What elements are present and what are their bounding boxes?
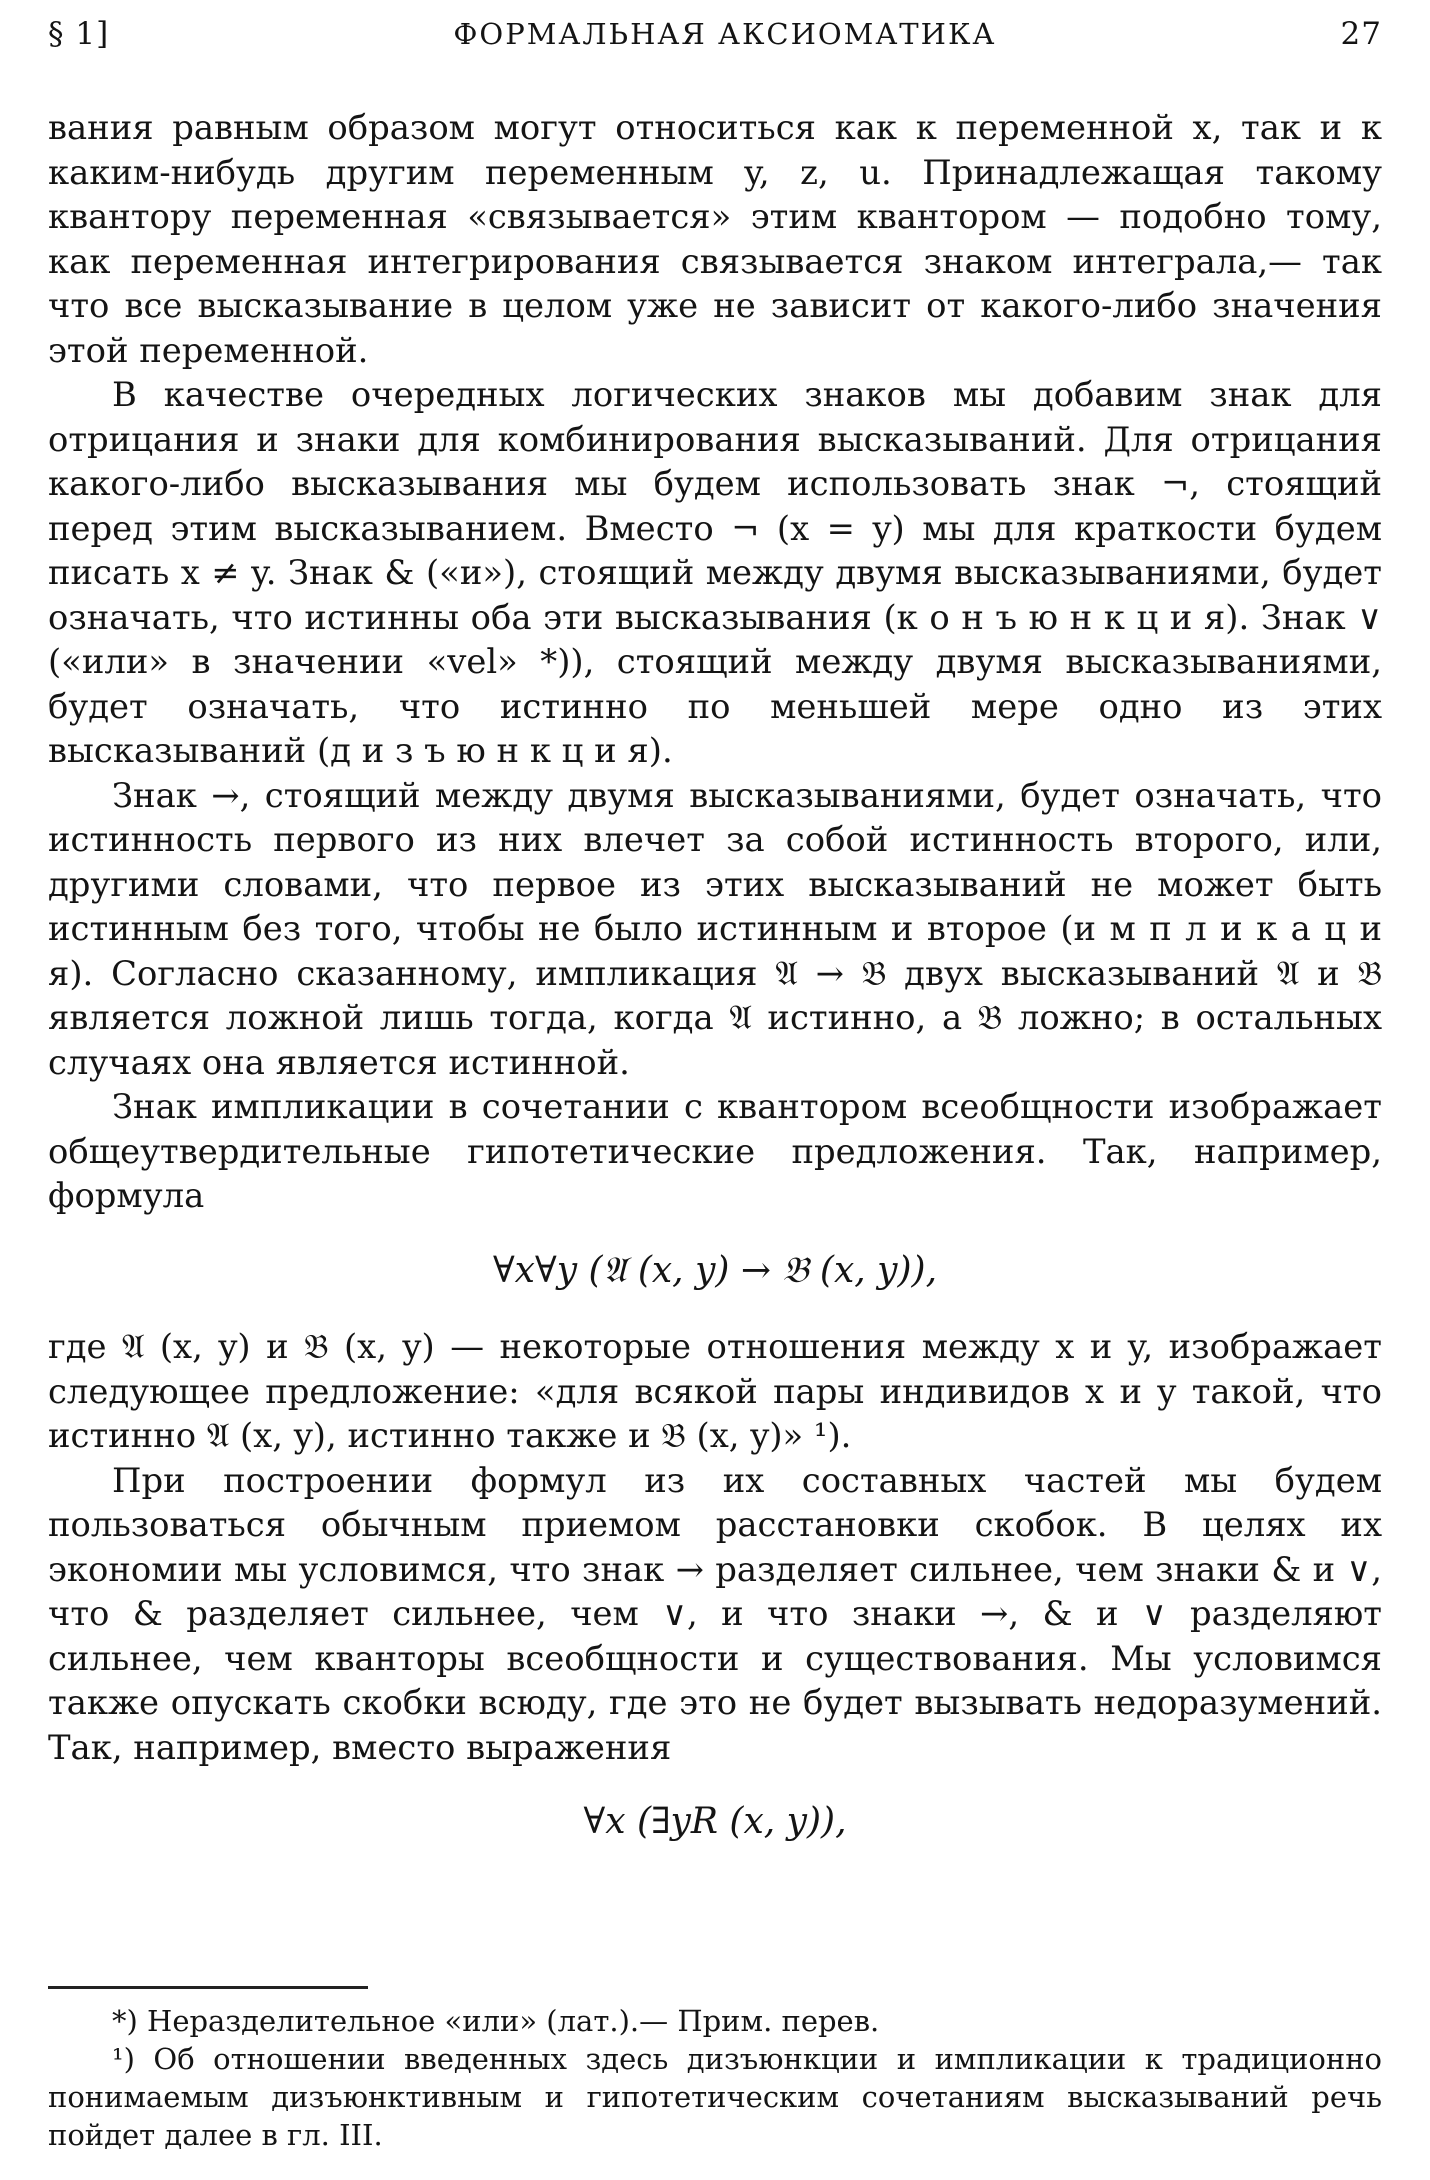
paragraph: вания равным образом могут относиться как к переменной x, так и к каким-нибудь другим переменным y, z, u. Принадлежащая такому квантору переменная «связывается» этим квантором — подобно тому, как переменная интегрирования связывается знаком интеграла,— так что все высказывание в целом уже не зависит от какого-либо значения этой переменной. <box>48 108 1382 370</box>
paragraph: В качестве очередных логических знаков мы добавим знак для отрицания и знаки для комбинирования высказываний. Для отрицания какого-либо высказывания мы будем использовать знак ¬, стоящий перед этим высказыванием. Вместо ¬ (x = y) мы для краткости будем писать x ≠ y. Знак & («и»), стоящий между двумя высказываниями, будет означать, что истинны оба эти высказывания (к о н ъ ю н к ц и я). Знак ∨ («или» в значении «vel» *)), стоящий между двумя высказываниями, будет означать, что истинно по меньшей мере одно из этих высказываний (д и з ъ ю н к ц и я). <box>48 375 1382 770</box>
page-number: 27 <box>1340 16 1382 52</box>
paragraph: Знак →, стоящий между двумя высказываниями, будет означать, что истинность первого из них влечет за собой истинность второго, или, другими словами, что первое из этих высказываний не может быть истинным без того, чтобы не было истинным и второе (и м п л и к а ц и я). Согласно сказанному, импликация 𝔄 → 𝔅 двух высказываний 𝔄 и 𝔅 является ложной лишь тогда, когда 𝔄 истинно, а 𝔅 ложно; в остальных случаях она является истинной. <box>48 775 1382 1082</box>
formula: ∀x∀y (𝔄 (x, y) → 𝔅 (x, y)), <box>492 1249 938 1291</box>
footnotes <box>48 2002 1382 2154</box>
paragraph: При построении формул из их составных частей мы будем пользоваться обычным приемом расстановки скобок. В целях их экономии мы условимся, что знак → разделяет сильнее, чем знаки & и ∨, что & разделяет сильнее, чем ∨, и что знаки →, & и ∨ разделяют сильнее, чем кванторы всеобщности и существования. Мы условимся также опускать скобки всюду, где это не будет вызывать недоразумений. Так, например, вместо выражения <box>48 1460 1382 1767</box>
footnote-divider <box>48 1986 368 1989</box>
section-marker: § 1] <box>48 16 110 52</box>
page-body <box>48 106 1382 1877</box>
paragraph: Знак импликации в сочетании с квантором всеобщности изображает общеутвердительные гипотетические предложения. Так, например, формула <box>48 1087 1382 1215</box>
paragraph: где 𝔄 (x, y) и 𝔅 (x, y) — некоторые отношения между x и y, изображает следующее предложение: «для всякой пары индивидов x и y такой, что истинно 𝔄 (x, y), истинно также и 𝔅 (x, y)» ¹). <box>48 1327 1382 1455</box>
page-header <box>48 10 1382 58</box>
running-title: ФОРМАЛЬНАЯ АКСИОМАТИКА <box>453 17 997 51</box>
footnote: ¹) Об отношении введенных здесь дизъюнкции и импликации к традиционно понимаемым дизъюнктивным и гипотетическим сочетаниям высказываний речь пойдет далее в гл. III. <box>48 2042 1382 2152</box>
footnote: *) Неразделительное «или» (лат.).— Прим. перев. <box>112 2004 880 2038</box>
formula: ∀x (∃yR (x, y)), <box>583 1801 847 1842</box>
